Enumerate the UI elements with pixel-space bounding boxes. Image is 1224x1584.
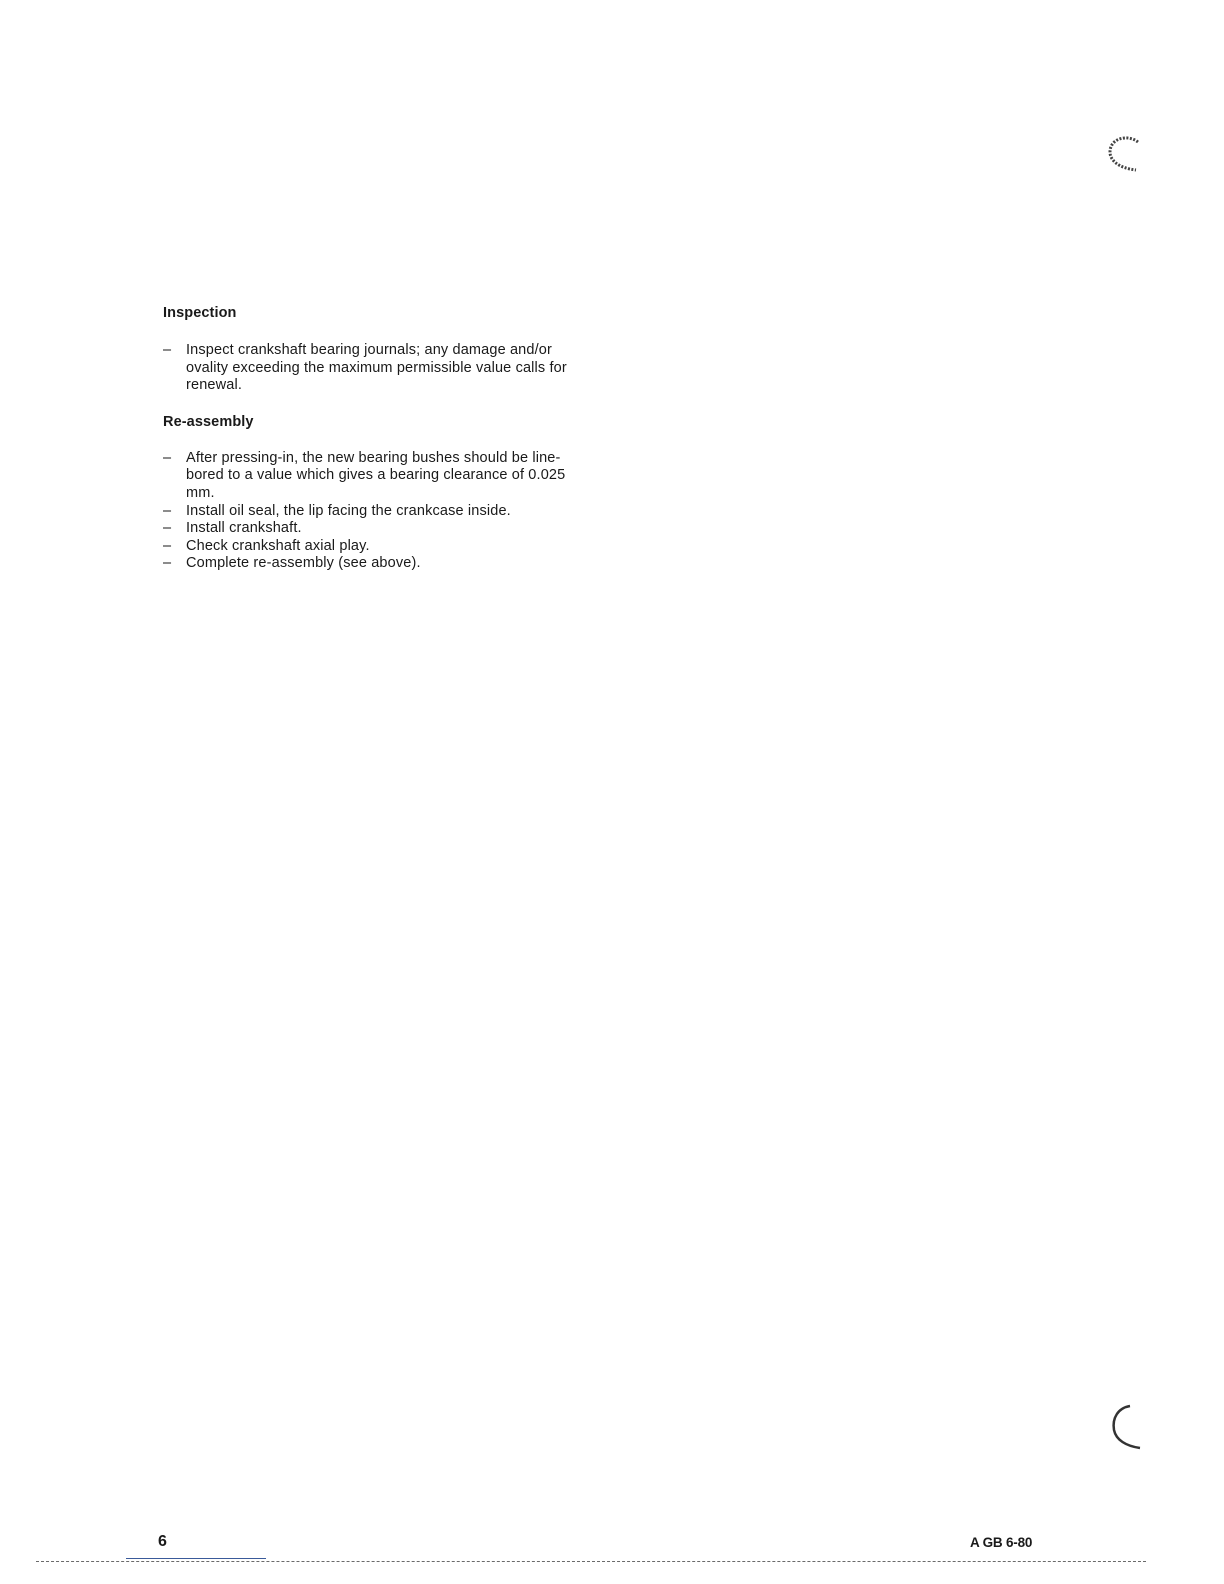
dash-bullet: – [163, 520, 172, 537]
list-item-text: Check crankshaft axial play. [186, 537, 370, 554]
inspection-list [163, 342, 593, 395]
list-item [163, 538, 593, 556]
list-item-text: Install crankshaft. [186, 520, 302, 537]
list-item [163, 450, 593, 503]
list-item-text: Inspect crankshaft bearing journals; any damage and/or ovality exceeding the maximum permissible value calls for renewal. [186, 342, 567, 394]
list-item [163, 503, 593, 521]
dash-bullet: – [163, 449, 172, 466]
list-item [163, 342, 593, 395]
dash-bullet: – [163, 537, 172, 554]
binder-hole-mark-bottom [1100, 1400, 1150, 1460]
list-item [163, 555, 593, 573]
footer-rule-accent [126, 1558, 266, 1559]
section-heading-inspection: Inspection [163, 305, 237, 321]
document-code: A GB 6-80 [970, 1535, 1033, 1550]
dash-bullet: – [163, 555, 172, 572]
list-item-text: Install oil seal, the lip facing the crankcase inside. [186, 502, 511, 519]
list-item-text: After pressing-in, the new bearing bushes should be line-bored to a value which gives a bearing clearance of 0.025 mm. [186, 449, 566, 501]
section-heading-reassembly: Re-assembly [163, 413, 254, 430]
main-content [163, 304, 593, 573]
list-item [163, 520, 593, 538]
dash-bullet: – [163, 342, 172, 358]
binder-hole-mark-top [1100, 130, 1150, 180]
reassembly-list [163, 450, 593, 573]
footer-rule [36, 1561, 1146, 1562]
dash-bullet: – [163, 502, 172, 519]
page-number: 6 [158, 1533, 167, 1550]
list-item-text: Complete re-assembly (see above). [186, 555, 421, 572]
